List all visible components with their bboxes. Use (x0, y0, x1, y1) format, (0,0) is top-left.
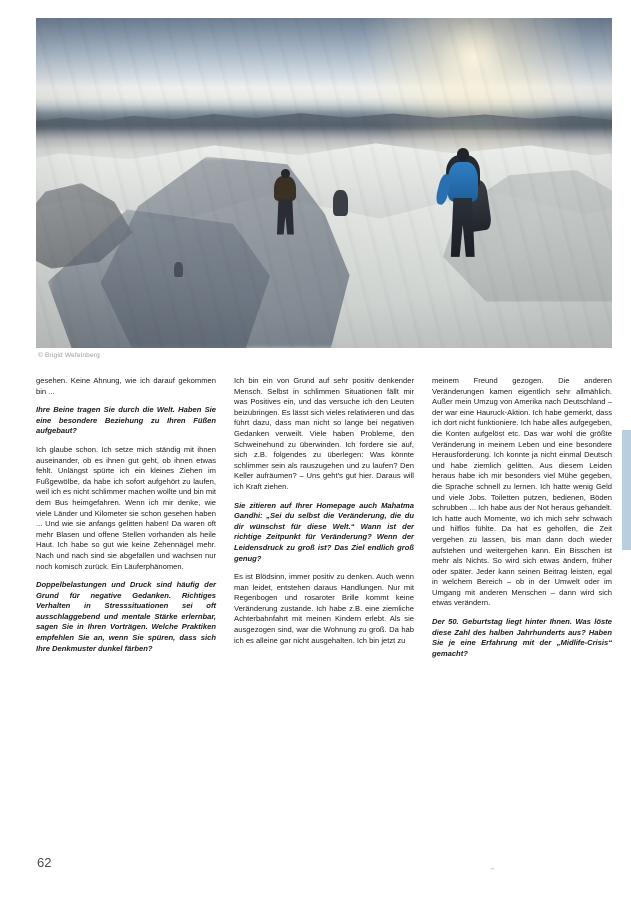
photo-background (36, 18, 612, 348)
footer-glyph-icon: ⌁ (490, 864, 495, 873)
page-edge-marker (622, 430, 631, 550)
interview-question: Doppelbelastungen und Druck sind häufig der Grund für negative Gedanken. Richtiges Verhalten in Stresssituationen sei oft ausschlaggebend und mentale Stärke erlernbar, sagen Sie in Ihren Vorträgen. Welche Praktiken empfehlen Sie an, wenn Sie spüren, dass sich Ihre Denkmuster dunkel färben? (36, 580, 216, 653)
interview-question: Sie zitieren auf Ihrer Homepage auch Mahatma Gandhi: „Sei du selbst die Veränderung, die du dir wünschst für diese Welt.“ Wann ist der richtige Zeitpunkt für Veränderung? Wenn der Leidensdruck zu groß ist? Das Ziel endlich groß genug? (234, 500, 414, 563)
paragraph: Ich glaube schon. Ich setze mich ständig mit ihnen auseinander, ob es ihnen gut geht, ob ihnen etwas fehlt. Unlängst spürte ich ein kleines Ziehen im Fußgewölbe, da habe ich sofort aufgehört zu laufen, weil ich es nicht schlimmer machen wollte und bin mit dem Bus heimgefahren. Wenn ich mir denke, wie viele Länder und Kilometer sie schon gesehen haben ... Und wie sie anfangs gelitten haben! Da waren oft mehr Blasen und offene Stellen vorhanden als heile Haut. Ich habe so gut wie keine Zehennägel mehr. Nach und nach sind sie abgefallen und wachsen nur noch komisch zurück. Ein Läuferphänomen. (36, 444, 216, 571)
photo-credit: © Brigid Wefelnberg (38, 352, 100, 359)
page-number: 62 (37, 855, 52, 870)
winter-mountain-hikers-photo (36, 18, 612, 348)
paragraph: Es ist Blödsinn, immer positiv zu denken. Auch wenn man leidet, entstehen daraus Handlungen. Nur mit Regenbogen und rosaroter Brille kommt keine Veränderung zustande. Ich habe z.B. eine ziemliche Achterbahnfahrt mit meinen Kindern erlebt. Als sie ausgezogen sind, war die Wohnung zu groß. Da hab ich es alleine gar nicht ausgehalten. Ich bin jetzt zu (234, 572, 414, 645)
interview-question: Der 50. Geburtstag liegt hinter Ihnen. Was löste diese Zahl des halben Jahrhunderts aus? Haben Sie je eine Erfahrung mit der „Midlife-Crisis“ gemacht? (432, 617, 612, 658)
paragraph: meinem Freund gezogen. Die anderen Veränderungen kamen eigentlich sehr allmählich. Außer mein Umzug von Amerika nach Deutschland – der war eine Hauruck-Aktion. Ich habe gemerkt, dass ich dort nicht funktioniere. Ich habe alles aufgegeben, die Konten aufgelöst etc. Das war wohl die größte Veränderung in meinem Leben und eine besondere Herausforderung. Ich konnte ja nicht einmal Deutsch und habe ziemlich gelitten. Aus diesem Leiden heraus habe ich mir besonders viel Mühe gegeben, die Sprache schnell zu lernen. Ich hatte wenig Geld und viele Jobs. Toiletten putzen, bedienen, Böden schrubben ... Ich habe aus der Not heraus gehandelt. Ich hatte auch Momente, wo ich mich sehr schwach und hilflos fühlte. Da hat es geholfen, die Zeit vergehen zu lassen, bis man dann doch wieder aufstehen und weitergehen kann. Ein Bisschen ist mehr als Nichts. So wird sich etwas ändern, früher oder später. Jeder kann seinen Beitrag leisten, egal in welchem Bereich – ob in der Umwelt oder im Umgang mit anderen Menschen – dann wird sich etwas verändern. (432, 376, 612, 608)
text-column-3 (432, 376, 612, 838)
interview-question: Ihre Beine tragen Sie durch die Welt. Haben Sie eine besondere Beziehung zu Ihren Füßen aufgebaut? (36, 405, 216, 436)
text-column-2 (234, 376, 414, 838)
paragraph: Ich bin ein von Grund auf sehr positiv denkender Mensch. Selbst in schlimmen Situationen fällt mir was Positives ein, und das versuche ich den Leuten beizubringen. Es lässt sich vieles relativieren und das führt dazu, dass man nicht so lange bei negativen Gedanken verweilt. Viele haben Probleme, den Schweinehund zu überwinden. Ich fordere sie auf, sich z.B. folgendes zu überlegen: Was könnte schlimmer sein als rauszugehen und zu laufen? Den Keller aufräumen? – Uns geht's gut hier. Daraus will ich Kraft ziehen. (234, 376, 414, 491)
photo-vignette (36, 18, 612, 348)
article-columns (36, 376, 612, 838)
paragraph: gesehen. Keine Ahnung, wie ich darauf gekommen bin ... (36, 376, 216, 396)
text-column-1 (36, 376, 216, 838)
